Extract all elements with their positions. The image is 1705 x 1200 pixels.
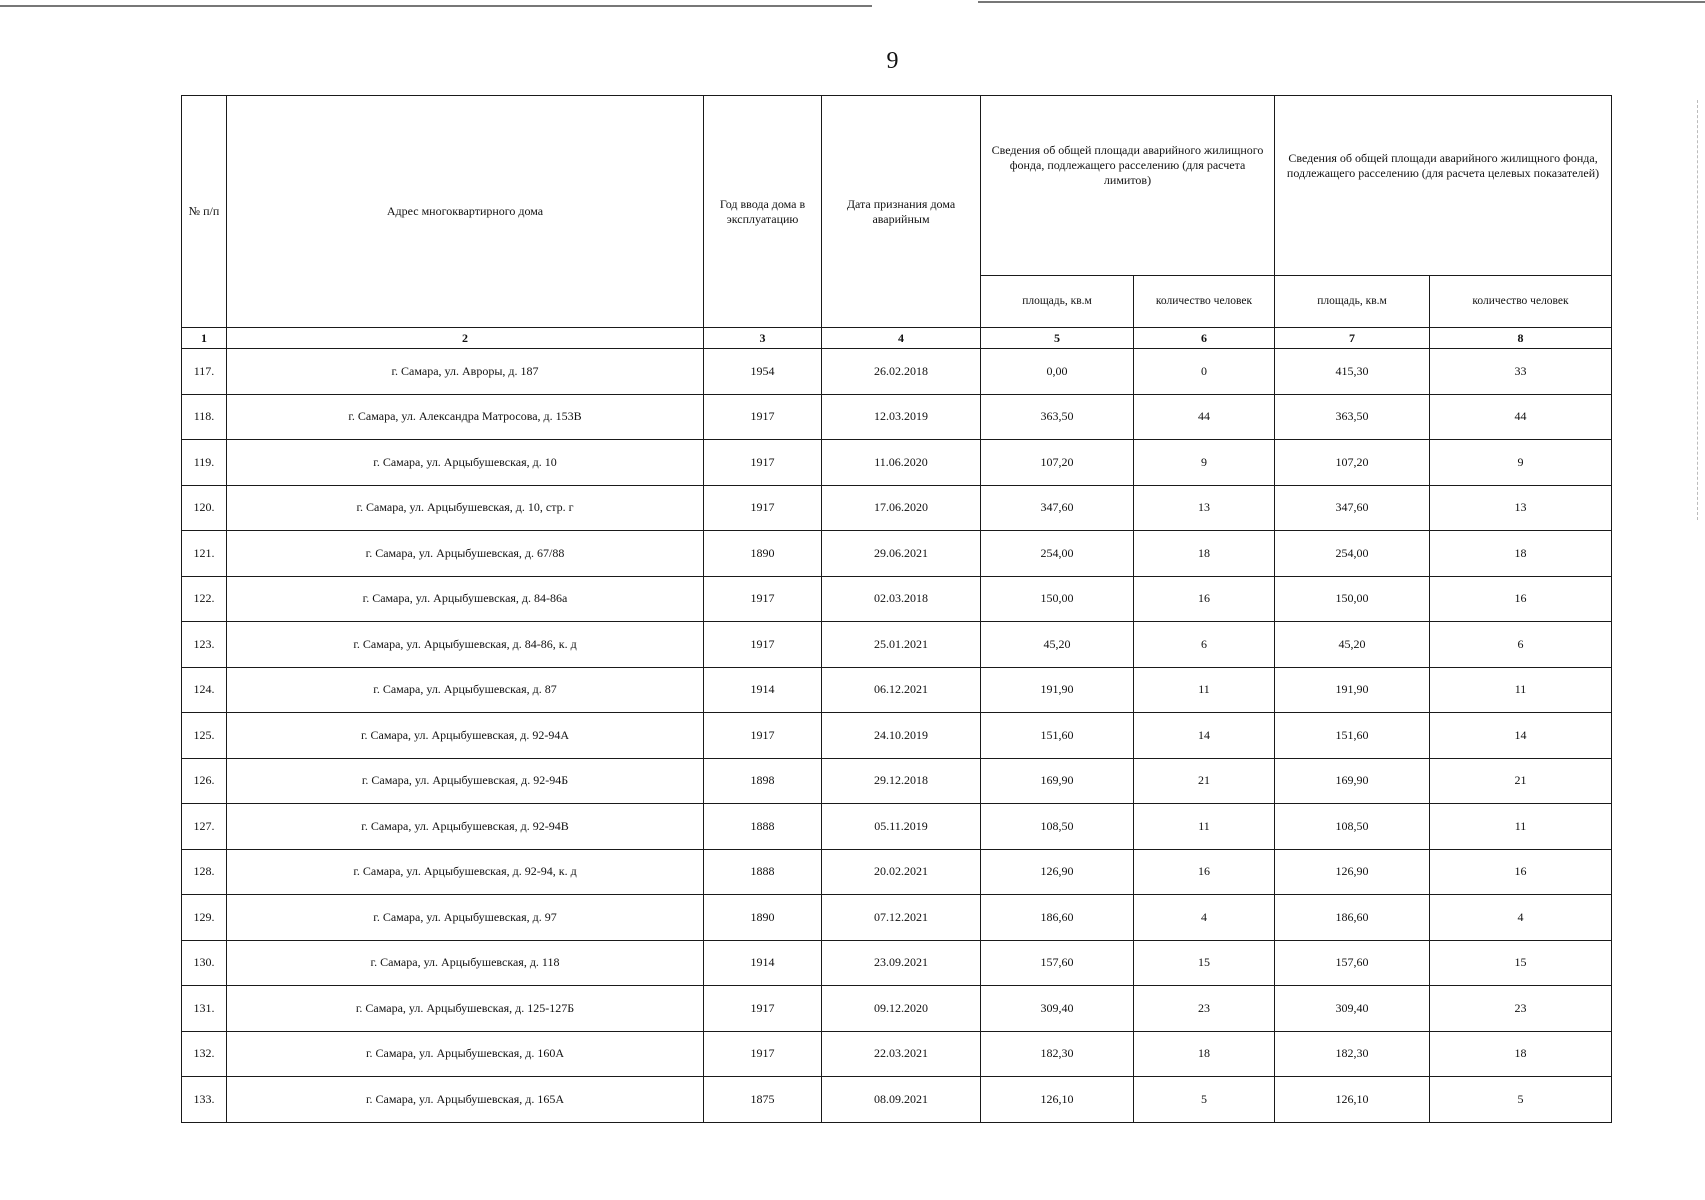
row-people-targets: 44 (1430, 394, 1612, 440)
row-year: 1917 (704, 440, 822, 486)
row-address: г. Самара, ул. Арцыбушевская, д. 84-86, к. д (227, 622, 704, 668)
row-area-targets: 126,10 (1275, 1077, 1430, 1123)
row-number: 127. (182, 804, 227, 850)
row-number: 123. (182, 622, 227, 668)
row-people-limits: 16 (1134, 849, 1275, 895)
row-address: г. Самара, ул. Александра Матросова, д. 153В (227, 394, 704, 440)
table-row (182, 667, 1612, 713)
table-row (182, 485, 1612, 531)
row-year: 1898 (704, 758, 822, 804)
emergency-housing-table (181, 95, 1612, 1123)
row-area-targets: 347,60 (1275, 485, 1430, 531)
header-group-limits-text: Сведения об общей площади аварийного жилищного фонда, подлежащего расселению (для расчета лимитов) (991, 143, 1264, 187)
row-address: г. Самара, ул. Арцыбушевская, д. 10, стр. г (227, 485, 704, 531)
row-number: 122. (182, 576, 227, 622)
row-people-targets: 11 (1430, 804, 1612, 850)
row-year: 1917 (704, 986, 822, 1032)
row-year: 1890 (704, 895, 822, 941)
row-people-limits: 44 (1134, 394, 1275, 440)
header-address: Адрес многоквартирного дома (227, 96, 704, 328)
table-row (182, 713, 1612, 759)
row-area-targets: 169,90 (1275, 758, 1430, 804)
row-people-targets: 5 (1430, 1077, 1612, 1123)
row-address: г. Самара, ул. Арцыбушевская, д. 92-94А (227, 713, 704, 759)
row-people-targets: 18 (1430, 1031, 1612, 1077)
row-date: 24.10.2019 (822, 713, 981, 759)
row-date: 02.03.2018 (822, 576, 981, 622)
row-number: 119. (182, 440, 227, 486)
row-people-limits: 18 (1134, 1031, 1275, 1077)
row-area-targets: 150,00 (1275, 576, 1430, 622)
row-people-limits: 4 (1134, 895, 1275, 941)
row-date: 08.09.2021 (822, 1077, 981, 1123)
row-date: 22.03.2021 (822, 1031, 981, 1077)
row-people-targets: 9 (1430, 440, 1612, 486)
row-number: 121. (182, 531, 227, 577)
table-row (182, 576, 1612, 622)
row-date: 29.12.2018 (822, 758, 981, 804)
row-area-limits: 169,90 (981, 758, 1134, 804)
row-address: г. Самара, ул. Арцыбушевская, д. 92-94Б (227, 758, 704, 804)
row-area-limits: 157,60 (981, 940, 1134, 986)
row-date: 09.12.2020 (822, 986, 981, 1032)
row-area-limits: 254,00 (981, 531, 1134, 577)
table-row (182, 1031, 1612, 1077)
row-address: г. Самара, ул. Арцыбушевская, д. 92-94, к. д (227, 849, 704, 895)
table-row (182, 1077, 1612, 1123)
column-number: 3 (704, 328, 822, 349)
row-address: г. Самара, ул. Арцыбушевская, д. 92-94В (227, 804, 704, 850)
row-area-targets: 186,60 (1275, 895, 1430, 941)
row-number: 128. (182, 849, 227, 895)
row-area-targets: 309,40 (1275, 986, 1430, 1032)
row-date: 29.06.2021 (822, 531, 981, 577)
table-row (182, 804, 1612, 850)
row-date: 23.09.2021 (822, 940, 981, 986)
row-year: 1890 (704, 531, 822, 577)
row-area-targets: 363,50 (1275, 394, 1430, 440)
header-year: Год ввода дома в эксплуатацию (704, 96, 822, 328)
row-area-targets: 191,90 (1275, 667, 1430, 713)
row-number: 131. (182, 986, 227, 1032)
row-people-targets: 16 (1430, 849, 1612, 895)
row-number: 129. (182, 895, 227, 941)
table-row (182, 849, 1612, 895)
row-people-limits: 11 (1134, 667, 1275, 713)
table-row (182, 895, 1612, 941)
row-year: 1917 (704, 576, 822, 622)
column-number: 5 (981, 328, 1134, 349)
table-row (182, 758, 1612, 804)
row-area-limits: 0,00 (981, 349, 1134, 395)
row-area-limits: 126,90 (981, 849, 1134, 895)
row-year: 1888 (704, 804, 822, 850)
row-date: 12.03.2019 (822, 394, 981, 440)
row-area-targets: 151,60 (1275, 713, 1430, 759)
table-row (182, 940, 1612, 986)
row-area-limits: 107,20 (981, 440, 1134, 486)
row-people-limits: 15 (1134, 940, 1275, 986)
row-year: 1914 (704, 667, 822, 713)
row-area-limits: 150,00 (981, 576, 1134, 622)
row-date: 06.12.2021 (822, 667, 981, 713)
row-date: 11.06.2020 (822, 440, 981, 486)
row-people-limits: 6 (1134, 622, 1275, 668)
row-date: 05.11.2019 (822, 804, 981, 850)
row-people-targets: 11 (1430, 667, 1612, 713)
row-area-limits: 347,60 (981, 485, 1134, 531)
row-people-targets: 18 (1430, 531, 1612, 577)
row-address: г. Самара, ул. Арцыбушевская, д. 118 (227, 940, 704, 986)
row-people-targets: 16 (1430, 576, 1612, 622)
row-number: 132. (182, 1031, 227, 1077)
row-people-targets: 6 (1430, 622, 1612, 668)
row-people-limits: 16 (1134, 576, 1275, 622)
row-number: 117. (182, 349, 227, 395)
page-number: 9 (886, 48, 899, 74)
header-group-targets (1275, 96, 1612, 276)
row-area-limits: 182,30 (981, 1031, 1134, 1077)
row-area-limits: 363,50 (981, 394, 1134, 440)
header-area-limits: площадь, кв.м (981, 276, 1134, 328)
header-people-targets: количество человек (1430, 276, 1612, 328)
scan-edge-line (978, 1, 1705, 3)
row-area-limits: 191,90 (981, 667, 1134, 713)
row-year: 1917 (704, 1031, 822, 1077)
row-area-limits: 45,20 (981, 622, 1134, 668)
row-date: 07.12.2021 (822, 895, 981, 941)
table-row (182, 622, 1612, 668)
row-people-limits: 23 (1134, 986, 1275, 1032)
row-area-targets: 415,30 (1275, 349, 1430, 395)
row-people-targets: 15 (1430, 940, 1612, 986)
row-number: 124. (182, 667, 227, 713)
row-area-targets: 254,00 (1275, 531, 1430, 577)
row-address: г. Самара, ул. Авроры, д. 187 (227, 349, 704, 395)
row-year: 1917 (704, 713, 822, 759)
column-number: 6 (1134, 328, 1275, 349)
row-area-targets: 107,20 (1275, 440, 1430, 486)
row-number: 126. (182, 758, 227, 804)
row-area-limits: 108,50 (981, 804, 1134, 850)
row-address: г. Самара, ул. Арцыбушевская, д. 84-86а (227, 576, 704, 622)
row-people-targets: 21 (1430, 758, 1612, 804)
column-number: 7 (1275, 328, 1430, 349)
row-people-targets: 33 (1430, 349, 1612, 395)
row-address: г. Самара, ул. Арцыбушевская, д. 160А (227, 1031, 704, 1077)
row-year: 1917 (704, 485, 822, 531)
row-area-targets: 126,90 (1275, 849, 1430, 895)
column-number: 2 (227, 328, 704, 349)
scan-edge-line (1697, 100, 1698, 520)
row-area-limits: 309,40 (981, 986, 1134, 1032)
table-row (182, 440, 1612, 486)
row-people-limits: 18 (1134, 531, 1275, 577)
row-area-limits: 186,60 (981, 895, 1134, 941)
row-year: 1914 (704, 940, 822, 986)
row-number: 120. (182, 485, 227, 531)
row-year: 1888 (704, 849, 822, 895)
row-date: 26.02.2018 (822, 349, 981, 395)
row-people-limits: 5 (1134, 1077, 1275, 1123)
row-date: 25.01.2021 (822, 622, 981, 668)
row-area-targets: 108,50 (1275, 804, 1430, 850)
row-address: г. Самара, ул. Арцыбушевская, д. 97 (227, 895, 704, 941)
row-number: 133. (182, 1077, 227, 1123)
table-row (182, 349, 1612, 395)
row-people-targets: 14 (1430, 713, 1612, 759)
scan-edge-line (0, 5, 872, 7)
row-people-limits: 21 (1134, 758, 1275, 804)
row-area-targets: 157,60 (1275, 940, 1430, 986)
header-people-limits: количество человек (1134, 276, 1275, 328)
row-date: 20.02.2021 (822, 849, 981, 895)
header-area-targets: площадь, кв.м (1275, 276, 1430, 328)
row-number: 130. (182, 940, 227, 986)
row-people-limits: 0 (1134, 349, 1275, 395)
row-year: 1917 (704, 394, 822, 440)
row-address: г. Самара, ул. Арцыбушевская, д. 165А (227, 1077, 704, 1123)
row-address: г. Самара, ул. Арцыбушевская, д. 67/88 (227, 531, 704, 577)
row-people-targets: 13 (1430, 485, 1612, 531)
row-area-limits: 126,10 (981, 1077, 1134, 1123)
row-people-targets: 23 (1430, 986, 1612, 1032)
column-number: 8 (1430, 328, 1612, 349)
row-people-limits: 9 (1134, 440, 1275, 486)
row-people-targets: 4 (1430, 895, 1612, 941)
header-group-targets-text: Сведения об общей площади аварийного жилищного фонда, подлежащего расселению (для расчета целевых показателей) (1286, 150, 1600, 180)
row-date: 17.06.2020 (822, 485, 981, 531)
row-area-targets: 182,30 (1275, 1031, 1430, 1077)
row-number: 118. (182, 394, 227, 440)
row-address: г. Самара, ул. Арцыбушевская, д. 87 (227, 667, 704, 713)
header-group-limits (981, 96, 1275, 276)
row-number: 125. (182, 713, 227, 759)
table-row (182, 986, 1612, 1032)
column-number: 4 (822, 328, 981, 349)
row-area-limits: 151,60 (981, 713, 1134, 759)
row-year: 1917 (704, 622, 822, 668)
header-date: Дата признания дома аварийным (822, 96, 981, 328)
row-address: г. Самара, ул. Арцыбушевская, д. 125-127Б (227, 986, 704, 1032)
row-area-targets: 45,20 (1275, 622, 1430, 668)
row-address: г. Самара, ул. Арцыбушевская, д. 10 (227, 440, 704, 486)
column-number-row (182, 328, 1612, 349)
row-year: 1954 (704, 349, 822, 395)
row-people-limits: 14 (1134, 713, 1275, 759)
row-people-limits: 11 (1134, 804, 1275, 850)
table-row (182, 531, 1612, 577)
row-year: 1875 (704, 1077, 822, 1123)
row-people-limits: 13 (1134, 485, 1275, 531)
header-num: № п/п (182, 96, 227, 328)
table-row (182, 394, 1612, 440)
column-number: 1 (182, 328, 227, 349)
